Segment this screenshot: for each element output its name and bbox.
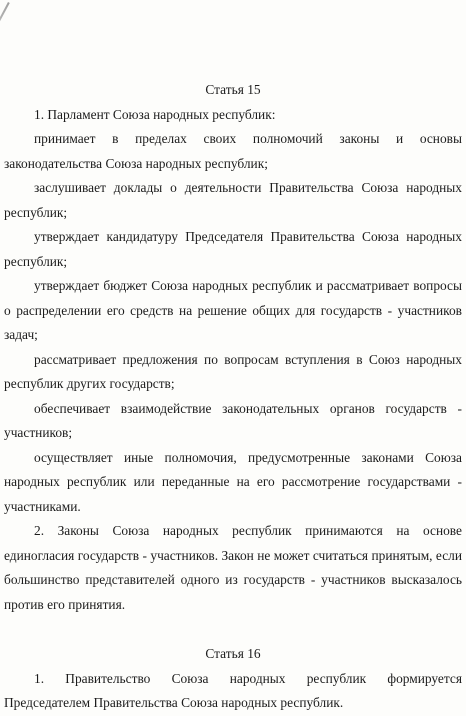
article-15-paragraph-7: обеспечивает взаимодействие законодательных органов государств - участников; xyxy=(4,400,462,440)
article-15-paragraph-2: принимает в пределах своих полномочий законы и основы законодательства Союза народных республик; xyxy=(4,131,462,171)
document-page xyxy=(4,78,462,716)
article-16-paragraph-1: 1. Правительство Союза народных республик формируется Председателем Правительства Союза народных республик. xyxy=(4,670,462,710)
article-15-paragraph-4: утверждает кандидатуру Председателя Правительства Союза народных республик; xyxy=(4,229,462,269)
article-15-paragraph-9: 2. Законы Союза народных республик принимаются на основе единогласия государств - участников. Закон не может считаться принятым, если большинство представителей одного из государств - участников высказалось против его принятия. xyxy=(4,523,462,612)
article-15-paragraph-1: 1. Парламент Союза народных республик: xyxy=(34,106,276,122)
article-15-heading: Статья 15 xyxy=(205,82,261,97)
scan-pencil-mark xyxy=(0,2,10,42)
article-15-paragraph-6: рассматривает предложения по вопросам вступления в Союз народных республик других государств; xyxy=(4,351,462,391)
article-16-heading: Статья 16 xyxy=(205,646,261,661)
article-15-paragraph-8: осуществляет иные полномочия, предусмотренные законами Союза народных республик или переданные на его рассмотрение государствами - участниками. xyxy=(4,449,462,514)
article-15-paragraph-3: заслушивает доклады о деятельности Правительства Союза народных республик; xyxy=(4,180,462,220)
article-15-paragraph-5: утверждает бюджет Союза народных республик и рассматривает вопросы о распределении его средств на решение общих для государств - участников задач; xyxy=(4,278,462,342)
